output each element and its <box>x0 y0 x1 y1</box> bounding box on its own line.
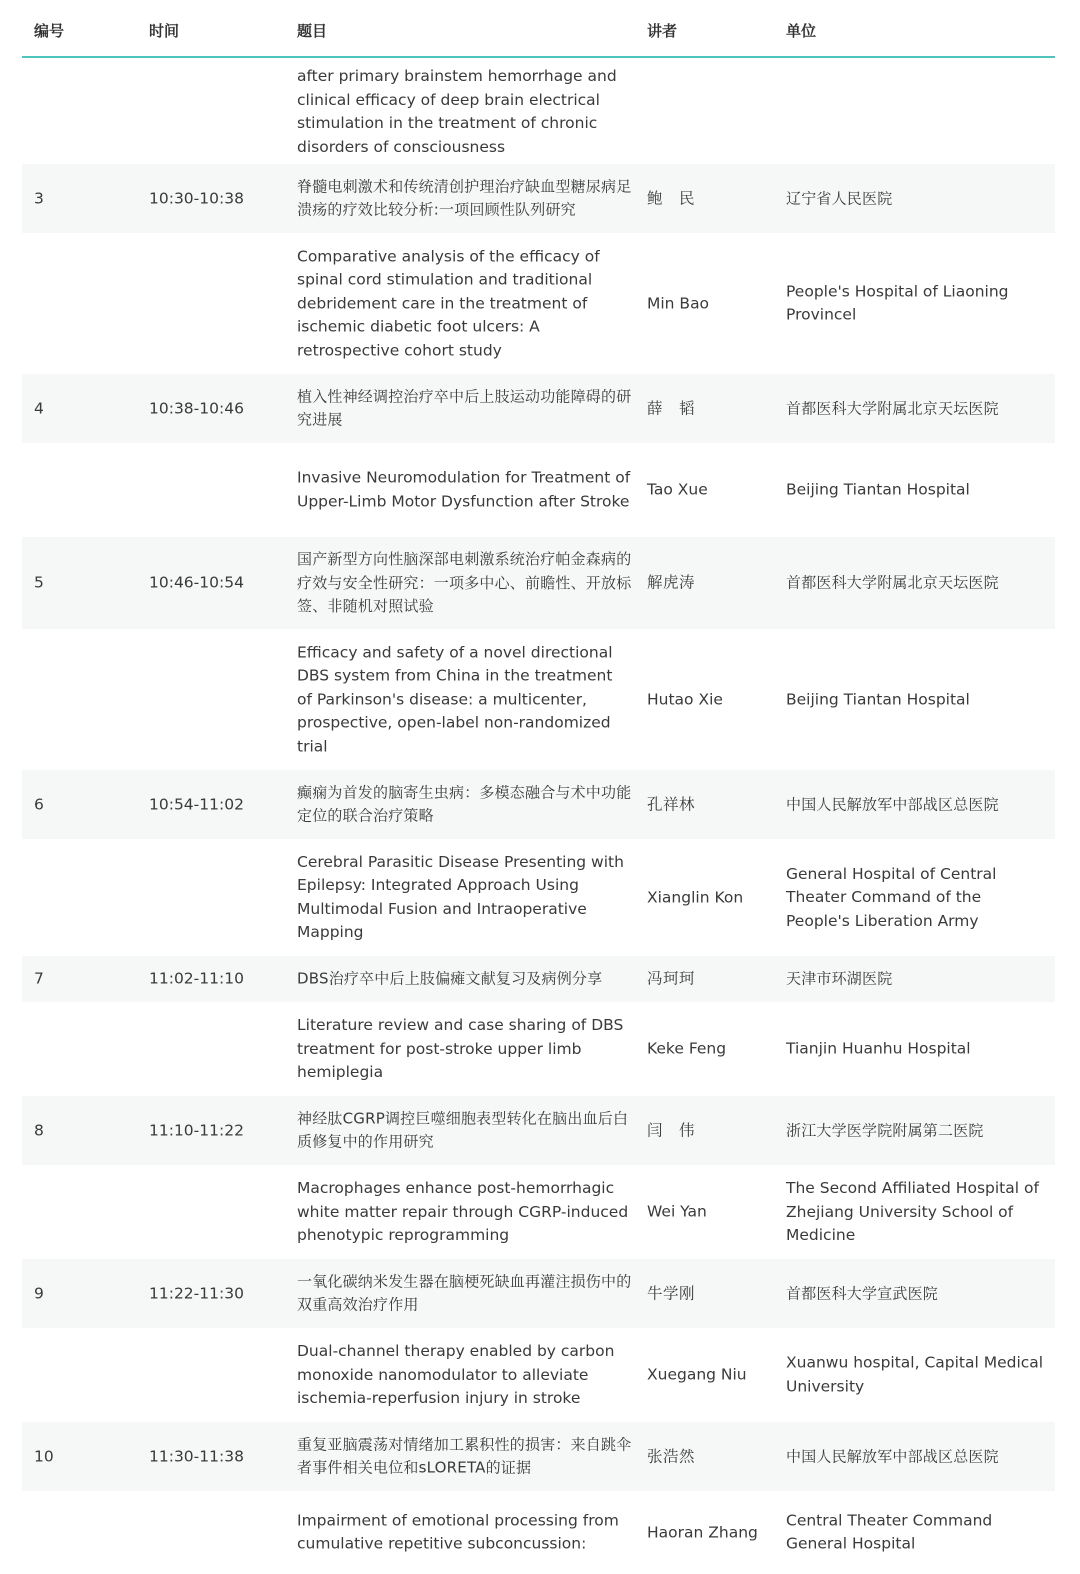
table-row <box>22 839 1055 956</box>
table-row <box>22 1259 1055 1328</box>
row-speaker: Hutao Xie <box>647 689 723 708</box>
row-title: 神经肽CGRP调控巨噬细胞表型转化在脑出血后白质修复中的作用研究 <box>297 1109 629 1151</box>
row-speaker: 牛学刚 <box>647 1283 696 1302</box>
row-time: 10:46-10:54 <box>149 573 244 592</box>
row-speaker: 解虎涛 <box>647 573 696 592</box>
row-title: Cerebral Parasitic Disease Presenting with Epilepsy: Integrated Approach Using Multimodal Fusion and Intraoperative Mapping <box>297 852 624 941</box>
row-unit: General Hospital of Central Theater Command of the People's Liberation Army <box>786 864 997 930</box>
row-speaker: 薛 韬 <box>647 398 696 417</box>
schedule-table <box>22 0 1055 1553</box>
row-title: 重复亚脑震荡对情绪加工累积性的损害：来自跳伞者事件相关电位和sLORETA的证据 <box>297 1435 632 1477</box>
row-no: 9 <box>34 1283 44 1302</box>
table-row <box>22 60 1055 164</box>
table-row <box>22 1491 1055 1574</box>
row-unit: 辽宁省人民医院 <box>786 188 893 207</box>
row-no: 5 <box>34 573 44 592</box>
row-title: Efficacy and safety of a novel directional DBS system from China in the treatment of Parkinson's disease: a multicenter, prospective, open-label non-randomized trial <box>297 642 613 755</box>
row-no: 4 <box>34 398 44 417</box>
table-row <box>22 956 1055 1002</box>
row-speaker: Tao Xue <box>647 480 708 499</box>
row-unit: Beijing Tiantan Hospital <box>786 689 970 708</box>
row-time: 11:02-11:10 <box>149 969 244 988</box>
row-title: 植入性神经调控治疗卒中后上肢运动功能障碍的研究进展 <box>297 387 632 429</box>
row-time: 10:30-10:38 <box>149 188 244 207</box>
row-time: 11:22-11:30 <box>149 1283 244 1302</box>
row-time: 11:10-11:22 <box>149 1120 244 1139</box>
row-unit: Central Theater Command General Hospital <box>786 1511 993 1553</box>
row-speaker: Xuegang Niu <box>647 1365 747 1384</box>
row-speaker: Min Bao <box>647 293 710 312</box>
row-no: 7 <box>34 969 44 988</box>
row-speaker: Wei Yan <box>647 1202 707 1221</box>
table-row <box>22 233 1055 374</box>
row-title: 癫痫为首发的脑寄生虫病：多模态融合与术中功能定位的联合治疗策略 <box>297 783 632 825</box>
table-row <box>22 537 1055 629</box>
row-no: 6 <box>34 794 44 813</box>
row-speaker: Xianglin Kon <box>647 887 744 906</box>
row-title: 国产新型方向性脑深部电刺激系统治疗帕金森病的疗效与安全性研究：一项多中心、前瞻性、开放标签、非随机对照试验 <box>297 549 632 615</box>
row-no: 3 <box>34 188 44 207</box>
row-unit: 浙江大学医学院附属第二医院 <box>786 1120 984 1139</box>
row-title: 一氧化碳纳米发生器在脑梗死缺血再灌注损伤中的双重高效治疗作用 <box>297 1272 632 1314</box>
row-unit: Xuanwu hospital, Capital Medical University <box>786 1353 1044 1395</box>
row-title: Impairment of emotional processing from cumulative repetitive subconcussion: <box>297 1511 619 1553</box>
row-unit: 首都医科大学附属北京天坛医院 <box>786 398 999 417</box>
row-unit: 天津市环湖医院 <box>786 969 893 988</box>
row-title: DBS治疗卒中后上肢偏瘫文献复习及病例分享 <box>297 969 603 988</box>
table-header <box>22 0 1055 58</box>
row-unit: 中国人民解放军中部战区总医院 <box>786 794 999 813</box>
table-row <box>22 1002 1055 1096</box>
table-row <box>22 374 1055 443</box>
row-speaker: Keke Feng <box>647 1039 727 1058</box>
row-title: Dual-channel therapy enabled by carbon monoxide nanomodulator to alleviate ischemia-reperfusion injury in stroke <box>297 1341 615 1407</box>
table-row <box>22 770 1055 839</box>
header-no: 编号 <box>34 22 65 40</box>
row-unit: The Second Affiliated Hospital of Zhejiang University School of Medicine <box>786 1178 1039 1244</box>
table-row <box>22 1328 1055 1422</box>
row-title: after primary brainstem hemorrhage and clinical efficacy of deep brain electrical stimulation in the treatment of chronic disorders of consciousness <box>297 67 617 156</box>
row-speaker: 冯珂珂 <box>647 969 696 988</box>
row-title: Macrophages enhance post-hemorrhagic white matter repair through CGRP-induced phenotypic reprogramming <box>297 1178 629 1244</box>
row-no: 10 <box>34 1446 54 1465</box>
row-speaker: 闫 伟 <box>647 1120 696 1139</box>
row-time: 10:38-10:46 <box>149 398 244 417</box>
table-row <box>22 164 1055 233</box>
row-speaker: 鲍 民 <box>647 188 696 207</box>
row-time: 10:54-11:02 <box>149 794 244 813</box>
table-row <box>22 1165 1055 1259</box>
table-row <box>22 443 1055 537</box>
row-speaker: 张浩然 <box>647 1446 696 1465</box>
table-row <box>22 1422 1055 1491</box>
table-row <box>22 1096 1055 1165</box>
header-unit: 单位 <box>786 22 817 40</box>
row-speaker: 孔祥林 <box>647 794 696 813</box>
row-title: Literature review and case sharing of DBS treatment for post-stroke upper limb hemiplegia <box>297 1015 624 1081</box>
row-unit: 中国人民解放军中部战区总医院 <box>786 1446 999 1465</box>
row-unit: People's Hospital of Liaoning Provincel <box>786 282 1009 324</box>
row-no: 8 <box>34 1120 44 1139</box>
row-time: 11:30-11:38 <box>149 1446 244 1465</box>
header-time: 时间 <box>149 22 180 40</box>
row-unit: 首都医科大学附属北京天坛医院 <box>786 573 999 592</box>
row-speaker: Haoran Zhang <box>647 1522 758 1541</box>
row-unit: Tianjin Huanhu Hospital <box>786 1039 971 1058</box>
row-unit: Beijing Tiantan Hospital <box>786 480 970 499</box>
header-title: 题目 <box>297 22 328 40</box>
table-row <box>22 629 1055 770</box>
row-title: Comparative analysis of the efficacy of spinal cord stimulation and traditional debridement care in the treatment of ischemic diabetic foot ulcers: A retrospective cohort study <box>297 246 600 359</box>
header-speaker: 讲者 <box>647 22 678 40</box>
row-title: Invasive Neuromodulation for Treatment of Upper-Limb Motor Dysfunction after Stroke <box>297 468 631 510</box>
row-title: 脊髓电刺激术和传统清创护理治疗缺血型糖尿病足溃疡的疗效比较分析:一项回顾性队列研究 <box>297 177 632 219</box>
row-unit: 首都医科大学宣武医院 <box>786 1283 939 1302</box>
